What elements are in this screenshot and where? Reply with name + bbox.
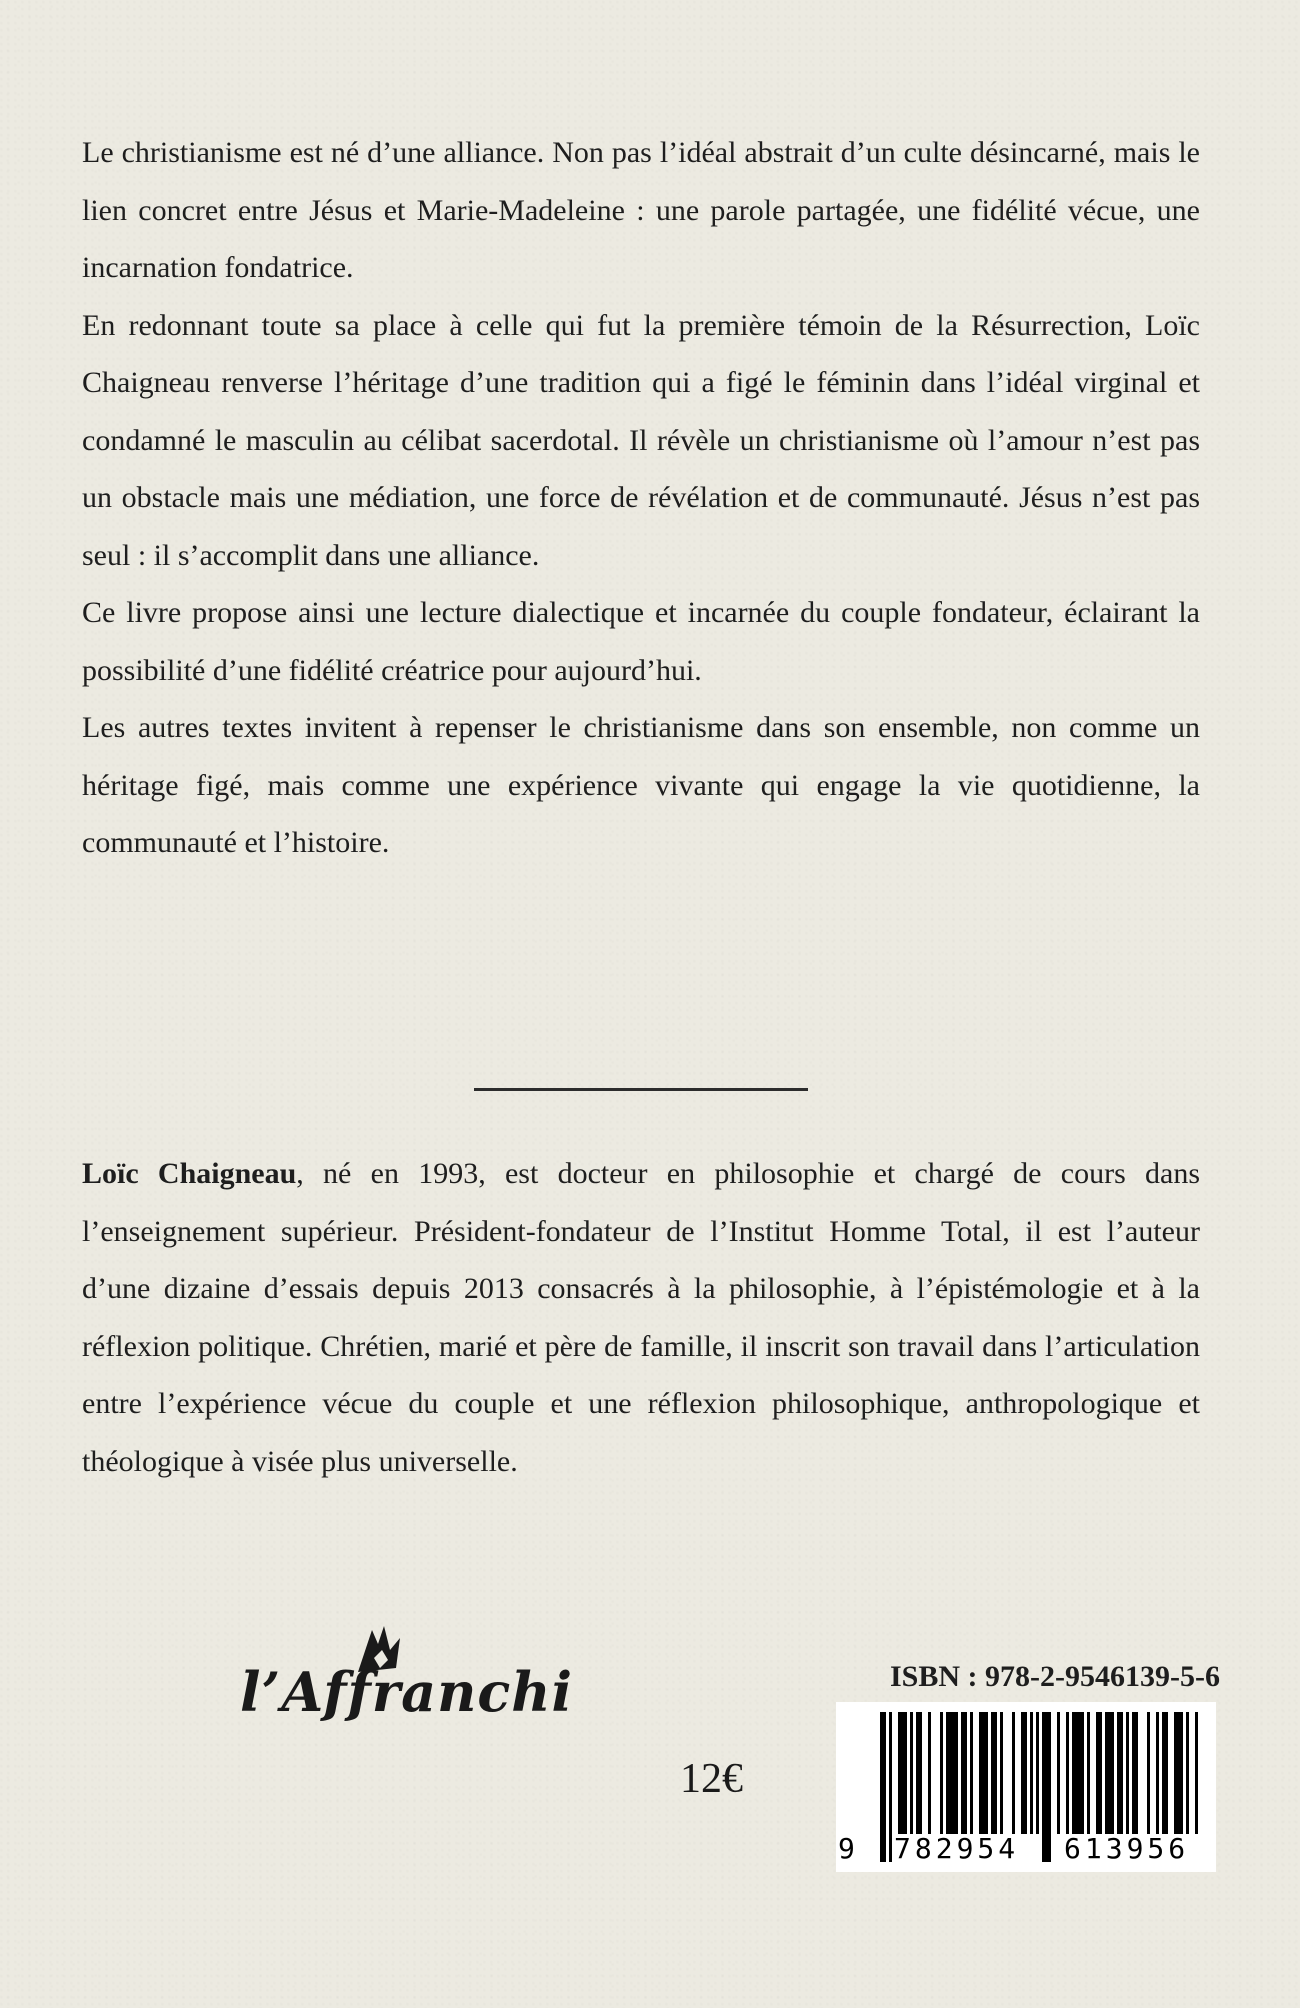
barcode-digit-first: 9 (838, 1832, 855, 1865)
barcode-bar (970, 1712, 973, 1834)
barcode-bar (1132, 1712, 1138, 1834)
isbn-label: ISBN : 978-2-9546139-5-6 (890, 1660, 1220, 1693)
barcode-bar (946, 1712, 958, 1834)
barcode-bar (940, 1712, 943, 1834)
barcode-bar (1195, 1712, 1198, 1834)
barcode-bar (1147, 1712, 1150, 1834)
barcode-bar (1162, 1712, 1168, 1834)
barcode-bar (1000, 1712, 1003, 1834)
price: 12€ (680, 1756, 743, 1802)
barcode-bar (1057, 1712, 1060, 1834)
barcode-bar (979, 1712, 988, 1834)
barcode-bar (1072, 1712, 1084, 1834)
barcode-bar (1087, 1712, 1090, 1834)
barcode-bar (991, 1712, 997, 1834)
barcode-bar (1012, 1712, 1015, 1834)
book-summary (82, 124, 1200, 872)
barcode-bar (1117, 1712, 1123, 1834)
barcode-bar (1174, 1712, 1183, 1834)
author-name: Loïc Chaigneau (82, 1157, 297, 1190)
barcode-bar (1030, 1712, 1033, 1834)
barcode-bar (961, 1712, 967, 1834)
author-bio (82, 1145, 1200, 1490)
barcode-digits-right: 613956 (1064, 1832, 1190, 1865)
summary-paragraph-4: Les autres textes invitent à repenser le christianisme dans son ensemble, non comme un héritage figé, mais comme une expérience vivante qui engage la vie quotidienne, la communauté et l’histoire. (82, 711, 1200, 859)
barcode-bar (910, 1712, 913, 1834)
barcode-bar (1021, 1712, 1027, 1834)
barcode-bar (928, 1712, 931, 1834)
barcode-bar (1036, 1712, 1039, 1834)
section-divider (474, 1088, 808, 1091)
barcode-bar (1105, 1712, 1114, 1834)
barcode-bar (1066, 1712, 1069, 1834)
barcode-bar (1126, 1712, 1129, 1834)
publisher-name: l’Affranchi (240, 1660, 574, 1724)
summary-paragraph-3: Ce livre propose ainsi une lecture dialectique et incarnée du couple fondateur, éclairant la possibilité d’une fidélité créatrice pour aujourd’hui. (82, 596, 1200, 687)
publisher-logo (240, 1620, 574, 1740)
barcode-bar (898, 1712, 907, 1834)
barcode-bar (1186, 1712, 1189, 1834)
author-bio-text: , né en 1993, est docteur en philosophie et chargé de cours dans l’enseignement supérieur. Président-fondateur de l’Institut Homme Total, il est l’auteur d’une dizaine d’essais depuis 2013 consacrés à la philosophie, à l’épistémologie et à la réflexion politique. Chrétien, marié et père de famille, il inscrit son travail dans l’articulation entre l’expérience vécue du couple et une réflexion philosophique, anthropologique et théologique à visée plus universelle. (82, 1157, 1200, 1478)
author-bio-paragraph (82, 1145, 1200, 1490)
barcode-digits-left: 782954 (894, 1832, 1020, 1865)
summary-paragraph-1: Le christianisme est né d’une alliance. Non pas l’idéal abstrait d’un culte désincarné, mais le lien concret entre Jésus et Marie-Madeleine : une parole partagée, une fidélité vécue, une incarnation fondatrice. (82, 136, 1200, 284)
barcode-bar (1156, 1712, 1159, 1834)
barcode (836, 1702, 1216, 1872)
summary-paragraph-2: En redonnant toute sa place à celle qui fut la première témoin de la Résurrection, Loïc Chaigneau renverse l’héritage d’une tradition qui a figé le féminin dans l’idéal virginal et condamné le masculin au célibat sacerdotal. Il révèle un christianisme où l’amour n’est pas un obstacle mais une médiation, une force de révélation et de communauté. Jésus n’est pas seul : il s’accomplit dans une alliance. (82, 308, 1200, 572)
barcode-bar (1096, 1712, 1102, 1834)
barcode-digits (836, 1830, 1216, 1870)
barcode-bar (916, 1712, 922, 1834)
